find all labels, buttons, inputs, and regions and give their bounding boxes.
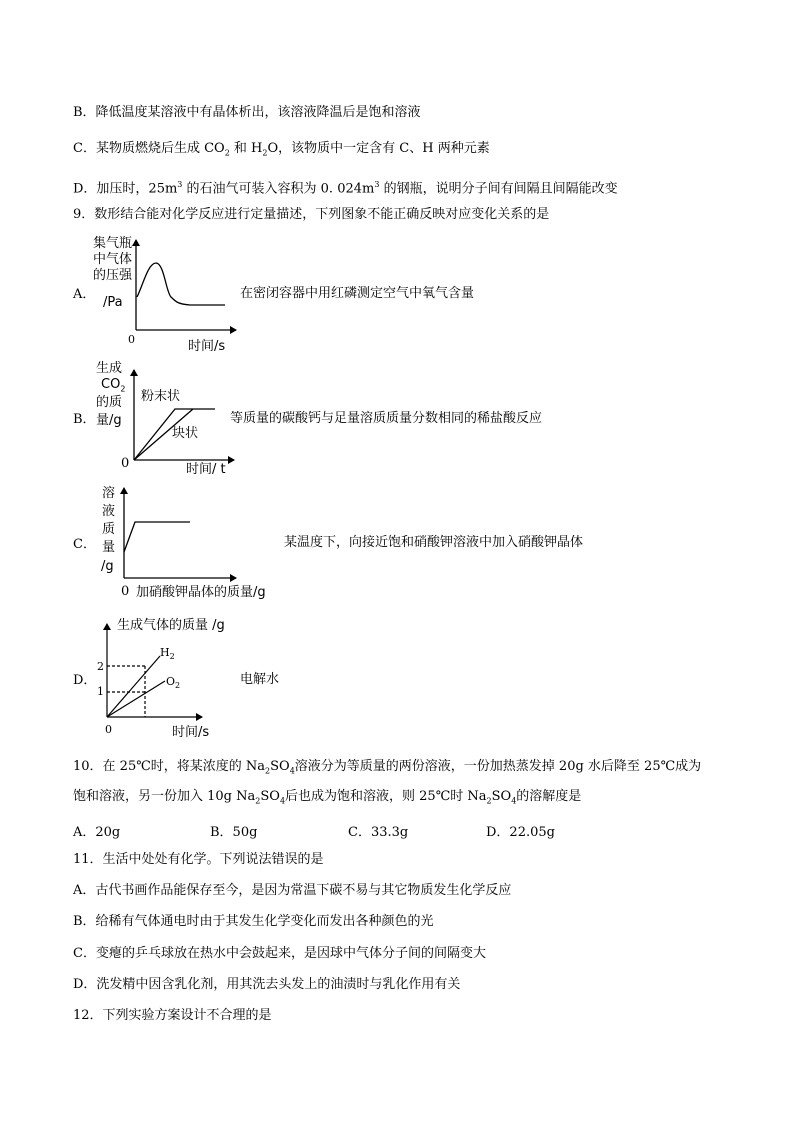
graph-d-description: 电解水	[240, 672, 280, 687]
graph-b-description: 等质量的碳酸钙与足量溶质质量分数相同的稀盐酸反应	[230, 411, 543, 426]
graph-c-description: 某温度下，向接近饱和硝酸钾溶液中加入硝酸钾晶体	[284, 535, 584, 550]
graph-c-origin: 0	[121, 584, 130, 599]
q12-stem: 12．下列实验方案设计不合理的是	[73, 1008, 272, 1023]
text-part: SO	[260, 789, 280, 804]
graph-b-letter: B．	[73, 412, 96, 427]
graph-a-letter: A．	[73, 287, 96, 302]
q8-option-b: B．降低温度某溶液中有晶体析出，该溶液降温后是饱和溶液	[73, 105, 421, 120]
graph-c-letter: C．	[73, 537, 96, 552]
subscript: 4	[511, 796, 517, 806]
text-part: H	[160, 646, 170, 659]
graph-d-origin: 0	[105, 723, 112, 736]
superscript: 3	[374, 180, 380, 189]
graph-a-pressure-curve	[137, 263, 225, 305]
text-part: D．加压时，25m	[73, 181, 178, 197]
text-part: C．某物质燃烧后生成 CO	[73, 141, 225, 156]
graph-a-ylabel-1: 集气瓶	[93, 236, 133, 251]
text-part: 的石油气可装入容积为 0. 024m	[182, 181, 375, 197]
graph-c-ylabel-3: 质	[102, 522, 116, 537]
q11-option-d: D．洗发精中因含乳化剂，用其洗去头发上的油渍时与乳化作用有关	[73, 977, 461, 992]
subscript: 2	[265, 766, 271, 776]
text-part: SO	[270, 759, 290, 774]
q10-stem-line1	[73, 758, 701, 781]
q10-option-b: B．50g	[210, 825, 258, 840]
text-part: 和 H	[229, 141, 263, 156]
subscript: 4	[289, 766, 295, 776]
text-part: 后也成为饱和溶液，则 25℃时 Na	[285, 789, 487, 804]
graph-a-origin: 0	[128, 333, 135, 346]
subscript: 2	[486, 796, 492, 806]
graph-d-letter: D．	[73, 673, 97, 688]
q11-option-b: B．给稀有气体通电时由于其发生化学变化而发出各种颜色的光	[73, 914, 434, 929]
graph-a-ylabel-2: 中气体	[93, 252, 133, 267]
graph-a-ylabel-4: /Pa	[103, 295, 123, 310]
graph-b-ylabel-4: 量/g	[96, 413, 122, 428]
graph-c-xlabel: 加硝酸钾晶体的质量/g	[136, 585, 266, 600]
superscript: 3	[177, 180, 183, 189]
subscript: 2	[175, 681, 181, 691]
q10-option-d: D．22.05g	[486, 825, 555, 840]
graph-c-ylabel-1: 溶	[102, 486, 116, 501]
graph-b-powder-line	[134, 409, 215, 460]
graph-a-xlabel: 时间/s	[188, 339, 226, 354]
graph-d-o2-line	[107, 681, 165, 717]
text-part: CO	[101, 377, 121, 392]
text-part: O	[166, 675, 176, 688]
subscript: 4	[279, 796, 286, 806]
graph-b-ylabel-1: 生成	[96, 361, 123, 376]
text-part: 饱和溶液，另一份加入 10g Na	[73, 789, 256, 804]
subscript: 2	[255, 796, 261, 806]
graph-c-ylabel-5: /g	[101, 559, 114, 574]
text-part: 10．在 25℃时，将某浓度的 Na	[73, 759, 266, 774]
graph-a-description: 在密闭容器中用红磷测定空气中氧气含量	[240, 286, 475, 301]
graph-b-block-line	[134, 409, 193, 460]
q10-stem-line2	[73, 788, 581, 811]
graph-a-ylabel-3: 的压强	[93, 268, 133, 283]
graph-c-ylabel-2: 液	[102, 504, 116, 519]
graph-c-ylabel-4: 量	[102, 540, 116, 555]
graph-d-tick-1: 1	[97, 685, 104, 698]
subscript: 2	[262, 148, 268, 158]
text-part: O，该物质中一定含有 C、H 两种元素	[267, 141, 490, 156]
graph-b-curve-label-block: 块状	[172, 426, 199, 441]
graph-b-xlabel: 时间/ t	[186, 462, 226, 477]
graph-b	[134, 370, 234, 460]
q11-stem: 11．生活中处处有化学。下列说法错误的是	[73, 852, 324, 867]
graph-d-h2-line	[107, 656, 160, 717]
subscript: 2	[224, 148, 230, 158]
graph-d	[107, 624, 202, 717]
text-part: 溶液分为等质量的两份溶液，一份加热蒸发掉 20g 水后降至 25℃成为	[294, 759, 702, 774]
graph-d-ylabel: 生成气体的质量 /g	[117, 618, 225, 633]
text-part: 的溶解度是	[516, 789, 582, 804]
graph-b-curve-label-powder: 粉末状	[141, 389, 181, 404]
graph-b-ylabel-3: 的质	[96, 395, 123, 410]
q10-option-a: A．20g	[73, 825, 121, 840]
q10-option-c: C．33.3g	[348, 825, 409, 840]
q11-option-c: C．变瘪的乒乓球放在热水中会鼓起来，是因球中气体分子间的间隔变大	[73, 946, 486, 961]
text-part: SO	[491, 789, 512, 804]
graph-a	[136, 240, 236, 330]
graph-c	[124, 488, 236, 578]
graph-c-solution-curve	[124, 522, 190, 552]
q9-stem: 9．数形结合能对化学反应进行定量描述，下列图象不能正确反映对应变化关系的是	[73, 207, 550, 222]
q11-option-a: A．古代书画作品能保存至今，是因为常温下碳不易与其它物质发生化学反应	[73, 883, 512, 898]
graph-d-xlabel: 时间/s	[172, 725, 210, 740]
graph-d-tick-2: 2	[97, 660, 104, 673]
graph-b-origin: 0	[121, 456, 130, 471]
text-part: 的钢瓶，说明分子间有间隔且间隔能改变	[379, 181, 618, 197]
subscript: 2	[120, 384, 126, 394]
subscript: 2	[169, 652, 175, 662]
